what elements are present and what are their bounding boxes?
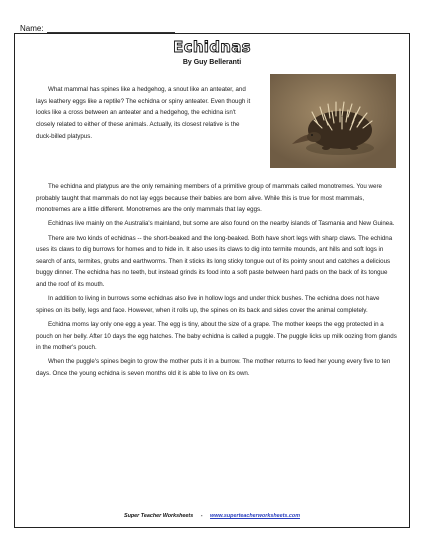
footer-link[interactable]: www.superteacherworksheets.com (210, 513, 300, 519)
byline: By Guy Belleranti (182, 59, 242, 66)
paragraph: When the puggle's spines begin to grow the mother puts it in a burrow. The mother returns to feed her young every five to ten days. Once the young echidna is seven months old it is able to live on its own. (36, 358, 391, 377)
footer (14, 513, 410, 519)
worksheet-frame (14, 33, 410, 528)
echidna-photo (270, 74, 396, 168)
article-body (36, 181, 398, 382)
paragraph: Echidnas live mainly on the Australia's mainland, but some are also found on the nearby islands of Tasmania and New Guinea. (48, 220, 395, 228)
page-title: Echidnas (173, 38, 251, 56)
footer-brand: Super Teacher Worksheets (124, 513, 194, 519)
echidna-illustration (270, 74, 396, 168)
paragraph: There are two kinds of echidnas -- the short-beaked and the long-beaked. Both have short legs with sharp claws. The echidna uses its claws to dig burrows for homes and to hide in. It also uses its claws to dig into termite mounds, ant hills and soft logs in search of ants, termites, grubs and earthworms. Then it sticks its long sticky tongue out of its pointy snout and catches a delicious buggy dinner. The echidna has no teeth, but instead grinds its food into a soft paste between hard pads on the back of its tongue and the roof of its mouth. (36, 234, 393, 288)
intro-paragraph: What mammal has spines like a hedgehog, a snout like an anteater, and lays leathery eggs like a reptile? The echidna or spiny anteater. Even though it looks like a cross between an anteater and a hedgehog, the echidna isn't closely related to either of these animals. Actually, its closest relative is the duck-billed platypus. (36, 86, 251, 140)
paragraph: The echidna and platypus are the only remaining members of a primitive group of mammals called monotremes. You were probably taught that mammals do not lay eggs because their babies are born alive. While this is true for most mammals, monotremes are a little different. Monotremes are the only mammals that lay eggs. (36, 183, 382, 214)
paragraph: In addition to living in burrows some echidnas also live in hollow logs and under thick bushes. The echidna does not have spines on its belly, legs and face. However, when it rolls up, the spines on its back and sides cover the animal completely. (36, 295, 380, 314)
name-blank-line[interactable] (47, 26, 175, 33)
footer-separator: - (200, 513, 203, 519)
name-label: Name: (20, 24, 44, 33)
paragraph: Echidna moms lay only one egg a year. The egg is tiny, about the size of a grape. The mother keeps the egg protected in a pouch on her belly. After 10 days the egg hatches. The baby echidna is called a puggle. The puggle licks up milk oozing from glands in the mother's pouch. (36, 320, 397, 352)
name-field[interactable] (20, 24, 175, 33)
